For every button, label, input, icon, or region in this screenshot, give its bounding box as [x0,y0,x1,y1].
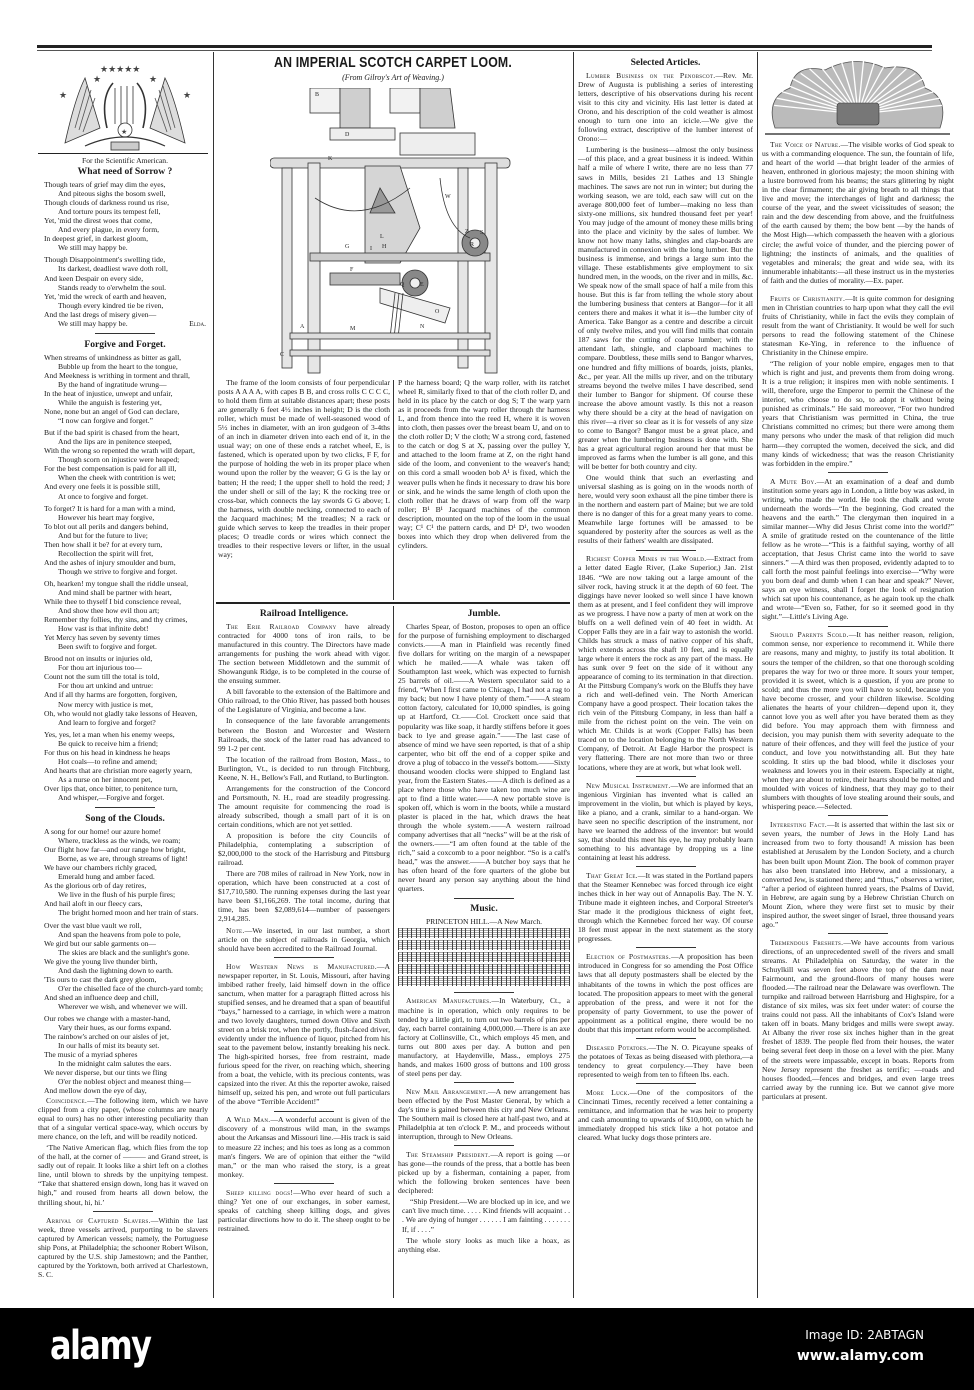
poem-line: None, none but an angel of God can declare, [44,407,180,417]
figure-label: F [350,267,354,273]
emblem-rule [38,153,208,154]
figure-label: A [300,324,305,330]
svg-text:★: ★ [183,91,192,101]
poem-title: What need of Sorrow ? [77,166,173,178]
loom-paragraph: P the harness board; Q the warp roller, with its ratchet wheel R, similarly fixed to that of the cloth roller D, and held in its place by the catch or dog S; T the warp yarn as it proceeds from the warp roller through thr harness L, and from thence into the reed H, where it is woven into cloth, then passes over the breast beam U, and on to the cloth roller D; V the cloth; W a strong cord, fastened to the catch or dog S at X, passing over the pulley Y, and attached to the loom frame at Z, on the right hand side of the loom, and convenient to the weaver's hand; on this cord a small wooden bob A¹ is fixed, which the weaver pulls when he finds it necessary to draw his bore or sink, and he winds the same length of cloth upon the cloth roller that he draws of warp from off the warp roller; B¹ B¹ Jacquard machines of the common description, mounted on the top of the loom in the usual way; C¹ C¹ the pattern cards, and D¹ D¹, two wooden boxes into which they drop when delivered from the cylinders. [398,378,570,550]
figure-label: R [470,242,475,248]
poem-stanza [44,827,206,917]
article-lead: The Erie Railroad Company [226,622,337,631]
figure-label: H [382,244,387,250]
poem-line: Where, trackless as the winds, we roam; [58,836,181,846]
column-divider [393,606,394,1298]
article-text: —It was stated in the Portland papers that the Steamer Kennebec was forced through ice eight inches thick in her way out of Annapolis Bay. The N. Y. Tribune made it eighteen inches, and Corporal Streeter's Star made it the prodigious thickness of eight feet, through which the Kennebec forced her way. Of course 18 feet must appear in the next statement as the story progresses. [578,870,753,944]
loom-article-title: AN IMPERIAL SCOTCH CARPET LOOM. [274,54,512,71]
carpet-loom-illustration [270,88,525,376]
article-paragraph [578,952,753,1033]
jumble-column [398,607,570,1297]
article-lead: Tremendous Freshets. [770,937,844,947]
article-lead: Sheep killing dogs! [226,1187,294,1197]
article-paragraph [218,622,390,685]
poem-line: For the best compensation is paid for all ill, [44,464,177,474]
article-text: —A newspaper reporter, in St. Louis, Missouri, after having imbibed rather freely, laid himself down in the office sanctum, when matter for a paragraph flitted across his stupified senses, and he dreamed that a span of beautiful “bays,” harnessed to a carriage, in which were a matron and two lovely daughters, turned down Olive and Sixth street on a brisk trot, when the portly, flush-faced driver, evidently under the influence of liquor, pitched from his seat to the pavement below, instantly breaking his neck. The high-spirited horses, free from restraint, made furious speed for the river, on reaching which, sheering from a boat, the vehicle, with its precious contents, was capsized into the river. At this the reporter awoke, raised himself up, seized his pen, and wrote out full particulars of the above “Terrible Accident!” [218,961,390,1107]
article-lead: Diseased Potatoes. [586,1042,649,1052]
article-paragraph [218,716,390,752]
poem-line: And torture pours its tempest fell, [58,207,161,217]
poem-line: Bubble up from the heart to the tongue, [58,361,178,371]
svg-text:★: ★ [121,128,128,136]
loom-paragraph: The frame of the loom consists of four perpendicular posts A A A A, with capes B B, and cross rolls C C C C, to hold them firm at suitable distances apart; these posts are generally 6 feet 4½ inches in height; D is the cloth roller, which must be made of well-seasoned wood of 5½ inches in diameter, with an iron gudgeon of 3-4ths of an inch in diameter driven into each end of it, in the usual way; on one of these ends a ratchet wheel, E, is fastened, which is operated upon by two clicks, F F, for the purpose of holding the web in its proper place when wound upon the roller by the weaver; G G is the lay or batten; H the reed; I the upper shell to hold the reed; J the under shell or sill of the lay; K the rocking tree or cross-bar, which connects the lay swords G G above; L the harness, with double necking, connected to each of the Jacquard machines; M the treadles; N a rack or guide which serves to keep the treadles in their proper places; O treadle cords or wires which connect the treadles to their respective levers or lifter, in the usual way; [218,378,390,559]
poem-line: Over lips that, once bitter, to penitence turn, [44,783,178,793]
poem-line: When streams of unkindness as bitter as gall, [44,352,182,362]
poem-stanza [44,180,206,252]
figure-label: S [480,230,484,236]
article-paragraph [218,687,390,714]
poem-line: The rainbow's arched on our aisles of jet, [44,1032,169,1042]
poem-line: And piteous sighs the bosom swell, [58,189,166,199]
figure-label: C [280,352,285,358]
article-paragraph [762,938,954,1101]
poem-line: As a nurse on her innocent pet, [58,774,153,784]
poem-line: Though scorn on injustice were heaped; [58,455,180,465]
article-lead: Arrival of Captured Slavers. [46,1215,151,1225]
poem-line: While the anguish is festering yet, [58,398,162,408]
ornamental-divider [578,1036,753,1043]
poem-line: And if all thy harms are forgotten, forgiven, [44,690,178,700]
article-paragraph [218,1188,390,1233]
article-paragraph [578,871,753,943]
article-paragraph [578,1088,753,1142]
article-text: —We have accounts from various directions, of an unprecedented swell of the rivers and small streams. At Philadelphia on Saturday, the water in the Schuylkill was seven feet above the top of the dam near Fairmount, and the ground-floors of many houses were flooded.—The railroad near the Delaware was overflown. The turnpike and railroad between Harrisburg and Highspire, for a distance of six miles, was six feet under water: of course the trains could not pass. All the inhabitants of Cox's Island were taken off in boats. Many bridges and mills were swept away. At Albany the river rose six inches higher than in the great freshet of 1839. The people fled from their houses, the water being several feet deep in those on a level with the pier. Many of the streets were impassable, except in boats. Reports from New Jersey represent the freshet as terrific; —roads and houses flooded,—fences and bridges, and even large trees carried away by the running ice. But we cannot give more particulars at present. [762,937,954,1101]
poem-line: With the wrong so repented the wrath will depart, [44,446,195,456]
figure-label: D [345,132,350,138]
article-lead: Should Parents Scold. [770,630,849,640]
article-text: “Ship President.—We are blocked up in ice, and we can't live much time. . . . . Kind friends will acquaint . . . We are dying of hunger . . . . . . I am fainting . . . . . . . If, if . . . .” [402,1197,570,1234]
poem-line: By the hand of ingratitude wrung— [58,379,167,389]
article-lead: American Manufactures. [406,996,492,1006]
article-lead: How Western News is Manufactured. [226,961,377,971]
poem-line: Yet, 'mid the wreck of earth and heaven, [44,291,167,301]
article-paragraph [398,622,570,893]
poem-line: In deepest grief, in darkest gloom, [44,234,148,244]
article-text: —Who ever heard of such a thing? Yet one of our exchanges, in sober earnest, speaks of catching sheep killing dogs, and gives particular directions how to do it. The sheep ought to be restrained. [218,1187,390,1233]
article-heading: Music. [470,903,498,915]
poem-line: And span the heavens from pole to pole, [58,929,181,939]
poem-line: Oh, hearken! my tongue shall the riddle unseal, [44,578,189,588]
poem-line: Been swift to forgive and forget. [58,642,157,652]
article-heading: Railroad Intelligence. [259,608,349,619]
poem-line: Over the vast blue vault we roll, [44,920,142,930]
article-text: —It has neither reason, religion, common sense, nor experience to recommend it. While there are reasons, many and mighty, to justify its total abolition. It sours the temper of the children, so that one thorough scolding prepares the way for two or three more. It sours your temper, provided it is sweet, which is a question, if you are prone to scold; and thus the more you will have to scold, because you have become crosser, and your children likewise. Scolding alienates the hearts of your children—depend upon it, they cannot love you as well after you have berated them as they did before. You may approach them with firmness and decision, you may punish them with severity adequate to the nature of their offences, and they will feel the justice of your conduct, and love you notwithstanding all. But they hate scolding. It stirs up the bad blood, while it discloses your weakness and lowers you in their esteem. Especially at night, when they are about to retire, their hearts should be melted and moulded with voices of kindness, that they may go to their slumbers with thoughts of love stealing around their souls, and whispering peace.—Selected. [762,630,954,812]
ornamental-divider [218,1108,390,1115]
poem-stanza [44,579,206,651]
masthead-rule [37,45,932,48]
poem-line: The music of a myriad spheres [44,1050,138,1060]
poem-line: For thus on his head in kindness he heaps [44,747,171,757]
figure-label: Q [400,282,405,288]
figure-label: N [420,324,425,330]
article-paragraph [398,1236,570,1254]
ornamental-divider [762,623,954,630]
article-paragraph [578,71,753,143]
figure-label: O [435,309,440,315]
poem-line: Though clouds of darkness round us rise, [44,198,170,208]
article-text: ‘The Native American flag, which flies from the top of the hall, at the corner of ——— and Grand street, is sadly out of repair. It looks like a shirt left on a clothes line, until blown to shreds by the unpitying tempest. “Take that shattered ensign down, long has it waved on high,” and roused from hearts all down below, the thrilling shout, hi, hi.’ [38,1143,208,1207]
ornamental-divider [762,470,954,477]
article-text: —Within the last week, three vessels arrived, purporting to be slavers captured by American vessels; namely, the Portuguese ship Pons, at Philadelphia; the schooner Robert Wilson, captured by the U.S. ship Jamestown; and the Panther, captured by the Yorktown, both arrived at Charlestown, S. C. [38,1215,208,1279]
poem-line: And show thee how evil thou art; [58,606,160,616]
poem-line: Then how shall it be? for at every turn, [44,539,163,549]
article-lead: Election of Postmasters. [586,952,672,962]
poem-line: As the glorious orb of day retires, [44,881,147,891]
article-text: —The N. O. Picayune speaks of the potatoes of Texas as being diseased with plethora,—a tendency to great corpulency.—They have been represented to weigh from ten to fifteen lbs. each. [578,1042,753,1079]
poem-line: And the ashes of injury smoulder and burn, [44,557,176,567]
poem-line: And but for the future to live; [58,530,148,540]
poem-line: At once to forgive and forget. [58,491,148,501]
figure-label: W [445,194,451,200]
article-text: One would think that such an everlasting and universal slashing as is going on in the woods north of here, would very soon exhaust all the pine timber there is in the northern and eastern part of Maine; but we are told there is no danger of this for a great many years to come. Meanwhile large fortunes will be amassed to be squandered by posterity after the sources as well as the results of their fathers' wealth are dissipated. [578,473,753,546]
article-text: A proposition is before the city Councils of Philadelphia, contemplating a subscription of $2,000,000 to the stock of the Harrisburg and Pittsburg railroad. [218,831,390,868]
ornamental-divider [578,547,753,554]
article-paragraph [38,1216,208,1279]
poem-signature: Elda. [189,318,206,328]
article-lead: New Mail Arrangement. [406,1086,489,1096]
article-text: The location of the railroad from Boston, Mass., to Burlington, Vt., is decided to run through Fitchburg, Keene, N. H., Bellow's Fall, and Rutland, to Burlington. [218,754,390,782]
article-text: The whole story looks as much like a hoax, as anything else. [398,1235,570,1254]
article-paragraph [762,477,954,622]
article-text: —In Waterbury, Ct., a machine is in operation, which only requires to be tended by a little girl, to turn out two barrels of pins per day, each barrel containing 4,000,000.—There is an axe factory at Collinsville, Ct., which employs 45 men, and turns out 800 axes per day. A button and pen manufactory, at Haydenville, Mass., employs 275 hands, and makes 1600 gross of buttons and 100 gross of steel pens per day. [398,996,570,1078]
article-paragraph [578,1043,753,1079]
poem-line: Recollection the spirit will fret, [58,548,154,558]
article-text: —At an examination of a deaf and dumb institution some years ago in London, a little boy was asked, in writing, who made the world. He took the chalk and wrote underneath the words—“In the beginning, God created the heavens and the earth.” The clergyman then inquired in a similar manner—Why did Jesus Christ come into the world?” A smile of gratitude rested on the countenance of the little fellow as he wrote—“This is a faithful saying, worthy of all acceptation, that Jesus Christ came into the world to save sinners.” —A third was then proposed, evidently adapted to to call forth the most painful feelings into exercise—“Why were you born deaf and dumb when I can hear and speak?” Never, says an eye witness, shall I forget the look of resignation which sat upon his countenance, as he again took up the chalk and wrote—“Even so, Father, for so it seemed good in thy sight.”—Little's Living Age. [762,476,954,622]
column-divider [213,52,214,1298]
poem-line: We have our chambers richly graced, [44,863,157,873]
section-rule [216,602,570,604]
article-heading: Jumble. [467,608,501,619]
poem-line: Borne, as we are, through streams of light! [58,854,188,864]
poem-line: And the lips are in penitence steeped, [58,437,172,447]
figure-label: G [345,244,350,250]
poem-line: We live in the flush of his purple fires; [58,890,176,900]
svg-text:★: ★ [59,91,68,101]
article-paragraph [762,140,954,285]
poem-line: And the last dregs of misery given— [44,309,157,319]
poem-line: We gird but our sable garments on— [44,938,157,948]
ornamental-divider [578,864,753,871]
article-text: —The visible works of God speak to us with a commanding eloquence. The sun, the fountain of life, and heart of the world —that bright leader of the armies of heaven, enthroned in glorious majesty; the moon shining with a lustre borrowed from his beams; the stars glittering by night in the clear firmament; the air giving breath to all things that live and move; the interchanges of light and darkness; the course of the year, and the sweet vicissitudes of season; the rain and the dew descending from above, and the fruitfulness of the earth caused by them; the bow bent —by the hands of the Most High—which compasseth the heaven with a glorious circle; the awful voice of thunder, and the piercing power of lightning; the instincts of animals, and the qualities of vegetables and minerals; the great and wide sea, with its innumerable inhabitants:—all these instruct us in the mysteries of faith and the duties of morality.—Ex. paper. [762,140,954,285]
article-text: There are 708 miles of railroad in New York, now in operation, which have been constructed at a cost of $17,710,580. The running expenses during the last year have been $1,166,269. The total income, during that time, has been $2,089,614—number of passengers 2,914,285. [218,869,390,924]
article-text: —A proposition has been introduced in Congress for so amending the Post Office laws that all deputy postmasters shall be elected by the inhabitants of the towns in which the post offices are located. The proposition appears to meet with the general approbation of the press, and were it not for the propensity of party Government, to use the power of appointment as a political engine, there would be no doubt that this important reform would be accomplished. [578,952,753,1034]
article-paragraph [218,831,390,867]
poem-title: Song of the Clouds. [85,813,165,825]
poem-line: Now mercy with justice is met, [58,699,153,709]
poem-line: O'er the noblest object and meanest thing— [58,1077,191,1087]
selected-articles-column [578,56,753,1296]
poem-line: To forget? It is hard for a man with a mind, [44,503,176,513]
poem-stanza [44,428,206,500]
article-paragraph [578,473,753,545]
article-lead: A Wild Man. [226,1115,271,1125]
figure-label: I [370,246,372,252]
article-lead: New Musical Instrument. [586,780,671,790]
watermark-banner [0,1308,974,1390]
article-text: Lumbering is the business—almost the only business—of this place, and a great business it is indeed. Within half a mile of where I write, there are no less than 77 saws in Mills, besides 21 Lathes and 13 Shingle machines. The saws are not run in winter; but during the working season, we are told, each saw will cut on the average 800,000 feet of lumber—making no less than sixty-one millions, six hundred thousand feet per year! You may judge of the amount of money these mills bring into the place and vicinity by the sales of lumber. We know not how many laths, shingles and clap-boards are manufactured in connexion with the long lumber. But the business is immense, and brings a large sum into the village. These establishments give employment to six hundred men, in the woods, on the river and in mills, &c. We speak now of the small space of half a mile from this house. But this is far from telling the whole story about the lumbering business that centers at Bangor—for it all centers there and makes it what it is—the lumber city of America. Take Bangor as a centre and describe a circuit of only twelve miles, and you will find mills that contain 187 saws for the cutting of coarse lumber; with the attendant lath, shingle, and clapboard machines to compare. Doubtless, these mills send to Bangor wharves, one hundred and fifty millions of boards, joists, planks, &c., per year. All the mills up river, and on the tributary streams beyond the twelve miles I have described, send their lumber to Bangor for shipment. Of course these increase the above amount vastly. Is this not a reason why there should be a city at the head of navigation on this river—a river so clear as it is for vessels of any size to come to Bangor? Bangor must be a great place, and greater when the lumbering business is done with. She has a great agricultural region around her that must be improved as farms when the lumber is all gone, and this will be better for both country and city. [578,145,753,472]
article-text: have already contracted for 4000 tons of iron rails, to be manufactured in this country. The Directors have made arrangements for pushing the work ahead with vigor. The section between Middletown and the summit of Showangunk Ridge, is to be completed in the course of the ensuing summer. [218,622,390,686]
poem-title: Forgive and Forget. [84,338,166,350]
article-paragraph [578,781,753,862]
figure-label: Z [465,229,469,235]
article-text: —It is quite common for designing men in Christian countries to harp upon what they call the evil fruits of Christianity, while in fact the evils they complain of result from the want of Christianity. It would be well for such persons to read the following statement of the Chinese statesman Ke-Ying, in reference to the influence of Christianity in the Chinese empire. [762,293,954,358]
poem-line: And every plague, in every form, [58,225,160,235]
poem-line: We never disperse, but our tints we fling [44,1068,167,1078]
article-text: —A report is going —or has gone—the rounds of the press, that a bottle has been picked up by a fisherman, containing a paper, from which the following broken sentences have been deciphered: [398,1150,570,1196]
article-paragraph [218,784,390,829]
svg-text:★★★★★: ★★★★★ [100,65,141,75]
poem-line: Emerald hung and amber faced. [58,872,155,882]
article-text: A bill favorable to the extension of the Baltimore and Ohio railroad, to the Ohio River, has passed both houses of the Legislature of Virginia, and become a law. [218,687,390,715]
poem-line: Our flight how far—and our range how bright, [44,845,186,855]
poem-line: Brood not on insults or injuries old, [44,654,153,664]
ornamental-divider [578,945,753,952]
article-text: —A wonderful account is given of the discovery of a monstrous wild man, in the swamps about the Arkansas and Missouri line.—His track is said to measure 22 inches; and his toes as long as a common man's fingers. We are of opinion that either the “wild man,” or the man who raised the story, is a great monkey. [218,1115,390,1179]
sheet-music-notation [398,928,570,986]
poem-line: How vast is that infinite debt! [58,624,149,634]
poem-line: For thou art injurious too— [58,663,142,673]
article-text: —One of the compositors of the Cincinnati Times, recently received a letter containing a remittance, and information that he was heir to property and cash amounting to upwards of $10,000, on which he immediately dropped his stick like a hot potatoe and cleared. What lucky dogs those printers are. [578,1087,753,1143]
poem-stanza [44,504,206,576]
poem-line: Though we strive to forgive and forget. [58,566,178,576]
sunburst-cloud-illustration [765,58,950,138]
figure-label: M [350,326,356,332]
ornamental-divider [218,1181,390,1188]
poem-stanza [44,353,206,425]
article-lead: A Mute Boy. [770,476,817,486]
poem-line: And Meekness is writhing in torment and thrall, [44,370,190,380]
ornamental-divider [38,1209,208,1216]
poem-line: A song for our home! our azure home! [44,827,162,837]
article-paragraph [398,1150,570,1195]
article-text: Charles Spear, of Boston, proposes to open an office for the purpose of furnishing employment to discharged convicts.——A man in Plainfield was recently fined five dollars for writing on the margin of a newspaper which he mailed.——A whale was taken off Southampton last week, which was expected to furnish 25 barrels of oil.——A Western speculator said to a friend, “When I first came to Chicago, I had not a rag to my back; but now I have plenty of them.”——A steam cotton factory, calculated for 10,000 spindles, is going up at Hartford, Ct.——Col. Crockett once said that popularity was like soap, it hardly stiffens before it goes back to lye and grease again.”——The last case of absence of mind we have seen reported, is that of a ship carpenter, who bit off the end of a copper spike and drove a plug of tobacco in the vessel's bottom.——Sixty thousand wooden clocks were shipped to England last year, from the Eastern States.——A ditch is defined as a place where those who have taken too much wine are apt to find a little water.——A new portable stove is spoken off, which is worn in the boots, while a mustard plaster is placed in the hat, which draws the heat through the whole system.——A western railroad company advertises that all “necks” will be at the risk of the owners.——“I am often found at the table of the rich,” said a coxcomb to a poor neighbor. “So is a calf's head,” was the answer.——A butcher boy says that he has often heard of the fore quarters of the globe but never heard any person say anything about the hind quarters. [398,622,570,894]
poem-line: Yet, 'mid the direst woes that come, [44,216,153,226]
column-divider [393,380,394,600]
poem-line: Though every kindred tie be riven, [58,300,164,310]
figure-label: B [315,92,320,98]
ornamental-divider [218,955,390,962]
poem-line: While thee to thyself I bid conscience reveal, [44,597,182,607]
loom-description-right [398,378,570,601]
column-divider [573,52,574,1298]
article-text: Arrangements for the construction of the Concord and Portsmouth, N. H., road are steadily progressing. The amount requisite for commencing the road is already subscribed, though a small part of it is on certain conditions, which are not yet settled. [218,783,390,829]
poem-stanza [44,1014,206,1096]
poem-source: For the Scientific American. [81,156,169,165]
poem-line: But if the bad spirit is chased from the heart, [44,428,180,438]
article-paragraph [762,630,954,811]
ornamental-divider [398,1143,570,1150]
poem-line: However his heart may forgive, [58,512,155,522]
website-link[interactable]: www.alamy.com [796,1348,924,1364]
poem-line: O'er the chiselled face of the church-yard tomb; [58,983,203,993]
article-text: In consequence of the late favorable arrangements between the Boston and Worcester and Western Railroads, the stock of the latter road has advanced to 99 1-2 per cent. [218,716,390,753]
poem-line: For thou art unkind and untrue: [58,681,154,691]
article-text: —Rev. Mr. Drew of Augusta is publishing a series of interesting letters, descriptive of his observations during his recent visit to this city and vicinity. His last letter is dated at Orono, and his description of the cold weather is almost enough to turn one into an icicle.—We give the following extract, descriptive of the lumber interest of Orono:— [578,71,753,144]
article-text: —Extract from a letter dated Eagle River, (Lake Superior,) Jan. 21st 1846. “We are now taking out a large amount of the silver rock, having struck it at the depth of 60 feet. The diggings have never looked so well since I have known them as at present, and I feel confident they will improve as we progress. I have now a party of men at work on the bluffs on a well defined vein of 40 feet in width. At Copper Falls they are in a fair way to astonish the world. Childs has struck a mass of native copper of his shaft, which extends across the shaft 10 feet, and is equally large where it enters the rock as any part of the mass. He has sunk over 9 feet on the side of it without any appearance of coming to its termination in that direction. At the Pittsburg Company's work on the Bluffs they have a rich and well-defined vein. The North American Company have a good prospect. Their location takes the rich vein of the Pittsburg Company, in less than half a mile from the richest point on the vein. The vein on which Mr. Childs is at work (Copper Falls) has been traced on to the location belonging to the North Western Company, of Detroit. At Eagle Harbor the prospect is very flattering. There are not more than two or three locations, where they are at work, but what look well. [578,554,753,772]
poem-line: And hearts that are christian more eagerly yearn, [44,765,193,775]
poem-line: Oh, who would not gladly take lessons of Heaven, [44,708,198,718]
column-divider [757,52,758,1298]
article-paragraph [218,926,390,953]
poem-line: We still may happy be. [58,243,128,253]
figure-label: E [420,282,424,288]
poem-line: In the heat of injustice, unwept and unfair, [44,388,173,398]
poem-stanza [44,730,206,802]
article-paragraph [762,294,954,357]
article-text: —The following item, which we have clipped from a city paper, (whose columns are nearly equal to ours) has no other interesting peculiarity than that of a singular vertical space-way, which occurs by mere chance, on the left, and will be readily noticed. [38,1096,208,1142]
article-text: —We are informed that an ingenious Virginian has invented what is called an improvement in the violin, but which is played by keys, like a piano, and a crank, similar to a hand-organ. We have seen no specific description of the instrument, nor have we learned the address of the inventor: but would say, that should this meet his eye, he may probably learn something to his advantage by dropping us a line containing at least his address. [578,780,753,862]
ornamental-divider [398,989,570,996]
col1-articles [38,1096,208,1296]
article-lead: More Luck. [586,1087,630,1097]
poem-line: In our halls of mist its beauty set. [58,1041,160,1051]
poem-line: And whisper,—Forgive and forget. [58,793,165,802]
article-text: —We inserted, in our last number, a short article on the subject of railroads in Georgia, which should have been accredited to the Railroad Journal. [218,925,390,953]
patriotic-lyre-emblem-illustration [45,58,205,153]
railroad-column [218,607,390,1297]
article-paragraph [38,1096,208,1141]
poem-line: And hail aloft in our fleecy cars, [44,899,143,909]
poem-line: Though Disappointment's swelling tide, [44,255,166,265]
poem-line: Be quick to receive him a friend; [58,738,158,748]
poem-line: Its darkest, deadliest wave doth roll, [58,264,168,274]
article-paragraph [398,996,570,1077]
article-paragraph [38,1143,208,1206]
poem-stanza [44,255,206,327]
poem-line: To blot out all perils and dangers behind, [44,521,169,531]
article-text: —A new arrangement has been effected by the Post Master General, by which a day's time is gained between this city and New Orleans. The Southern mail is closed here at half-past two, and at Philadelphia at ten o'clock P. M., and proceeds without interruption, through to New Orleans. [398,1086,570,1142]
article-lead: Lumber Business on the Penobscot. [586,71,716,80]
article-paragraph [218,869,390,923]
article-paragraph [218,1115,390,1178]
poem-line: Stands ready to o'erwhelm the soul. [58,282,167,292]
article-text: “The religion of your noble empire, engages men to that which is right and just, and prevents them from doing wrong. It is a true religion; it inspires men with noble sentiments. I will, therefore, urge the Emperor to permit the Chinese of the interior, who choose to do so, to adopt it without being punished as criminals.” He said moreover, “For two hundred years that Christianism was permitted in China, the true Christians committed no crimes; but there were among them many persons who under the mask of that religion did much harm—they corrupted the women, deceived the sick, and did many kinds of wickedness; that was the reason Christianity was forbidden in the empire.” [762,359,954,468]
music-staff [398,952,570,962]
alamy-logo: alamy [50,1323,151,1369]
article-paragraph [762,820,954,929]
svg-text:★: ★ [93,75,102,85]
article-lead: Interesting Fact. [770,820,828,830]
article-paragraph [762,359,954,468]
poems-column [44,156,206,1096]
poem-stanza [44,654,206,726]
music-staff [398,964,570,974]
poem-line: Wherever we wish, and whenever we will. [58,1001,188,1011]
poem-line: Remember thy follies, thy sins, and thy crimes, [44,615,188,625]
figure-label: L [380,234,384,240]
poem-line: Our robes we change with a master-hand, [44,1013,171,1023]
poem-line: Yet Mercy has seven by seventy times [44,633,161,643]
music-staff [398,940,570,950]
article-lead: The Voice of Nature. [770,140,841,149]
ornamental-divider [44,805,206,812]
poem-line: We still may happy be. Elda. [58,318,206,328]
ornamental-divider [44,331,206,338]
article-lead: Coincidence. [46,1096,88,1105]
ornamental-divider [398,895,570,902]
music-title: PRINCETON HILL.—A New March. [425,917,543,927]
ornamental-divider [762,813,954,820]
image-id-label: Image ID: 2ABTAGN [805,1328,924,1342]
ornamental-divider [398,1080,570,1087]
poem-line: And shed an influence deep and chill, [44,992,159,1002]
article-paragraph [398,1197,570,1233]
loom-description-left [218,378,390,601]
article-paragraph [578,145,753,471]
masthead-rule-thin [37,50,932,51]
poem-line: The bright horned moon and her train of stars. [58,908,199,918]
article-lead: The Steamship President. [406,1150,491,1160]
poem-line: And every one feels it is possible still, [44,482,160,492]
poem-line: “I now can forgive and forget.” [58,416,154,426]
music-staff [398,976,570,986]
poem-line: Though tears of grief may dim the eyes, [44,180,166,190]
article-paragraph [218,755,390,782]
article-text: —It is asserted that within the last six or seven years, the number of Jews in the Holy Land has increased from two to forty thousand! A mission has been established at Jerusalem by the London Society, and a church has been built upon Mount Zion. The book of common prayer has also been translated into Hebrew, and a missionary, a converted Jew, is stationed there; and “thus,” observes a writer, “after a period of eighteen hunred years, the Psalms of David, in Hebrew, are again sung by a Hebrew Christian Church on Mount Zion, where they were first set to music by their inspired author, the sweet singer of Israel, three thousand years ago.” [762,820,954,929]
article-lead: Fruits of Christianity. [770,293,846,303]
right-column [762,140,954,1296]
poem-line: 'Tis ours to cast the dark grey gloom, [44,974,157,984]
poem-line: Count not the sum till the total is told, [44,672,160,682]
poem-line: And learn to forgive and forget? [58,717,156,727]
poem-stanza [44,921,206,1011]
poem-line: And mellow down the eye of day, [44,1086,147,1096]
ornamental-divider [578,774,753,781]
article-lead: Note. [226,925,245,935]
poem-line: And keen Despair on every side, [44,273,144,283]
ornamental-divider [762,287,954,294]
ornamental-divider [578,1081,753,1088]
figure-label: K [328,156,333,162]
poem-line: And mind shall be partner with heart, [58,587,172,597]
poem-line: Yes, yes, let a man when his enemy weeps, [44,729,175,739]
poem-line: When the cheek with contrition is wet; [58,473,176,483]
article-paragraph [218,962,390,1107]
ornamental-divider [762,931,954,938]
article-paragraph [578,554,753,771]
music-staff [398,928,570,938]
poem-line: Vary their hues, as our forms expand. [58,1023,172,1033]
article-lead: Richest Copper Mines in the World. [586,554,707,564]
article-paragraph [398,1087,570,1141]
poem-line: And dash the lightning down to earth. [58,965,173,975]
svg-text:★: ★ [149,75,158,85]
article-lead: That Great Ice. [586,870,638,880]
poem-line: The skies are black and the sunlight's gone. [58,947,190,957]
poem-line: Hot coals—to refine and amend; [58,756,158,766]
article-heading: Selected Articles. [630,57,701,68]
poem-line: In the midnight calm salutes the ears. [58,1059,172,1069]
poem-line: We give the young live thunder birth, [44,956,158,966]
loom-article-subtitle: (From Gilroy's Art of Weaving.) [342,73,444,82]
